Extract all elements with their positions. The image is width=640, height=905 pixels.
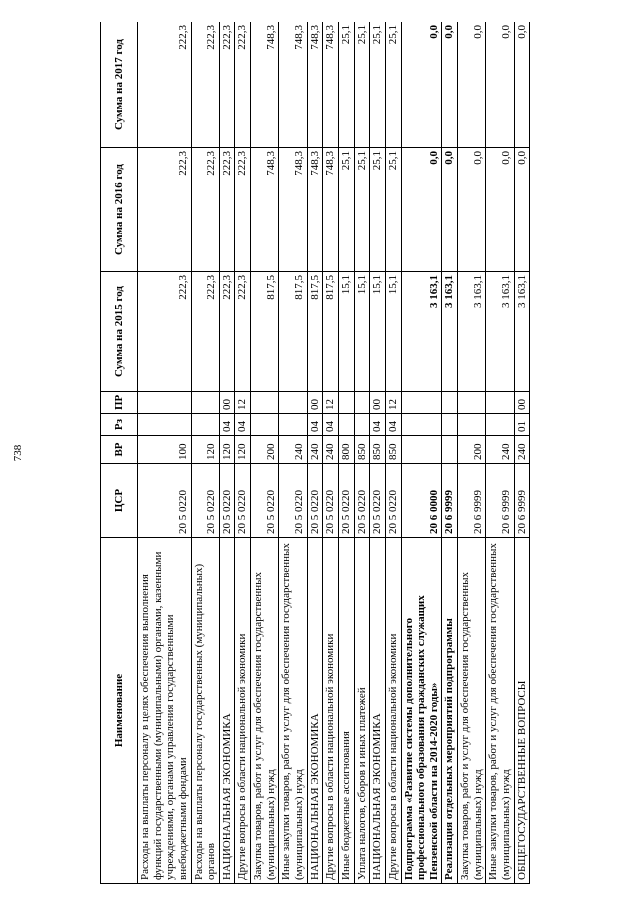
table-row <box>279 22 307 884</box>
header-2015: Сумма на 2015 год <box>101 272 138 392</box>
cell-sum-2017: 25,1 <box>370 22 386 148</box>
cell-csr: 20 6 9999 <box>458 464 486 538</box>
cell-sum-2015: 15,1 <box>354 272 370 392</box>
cell-sum-2017: 0,0 <box>442 22 458 148</box>
cell-sum-2015: 15,1 <box>385 272 401 392</box>
table-row <box>514 22 530 884</box>
cell-csr: 20 6 9999 <box>442 464 458 538</box>
rotated-table-container <box>100 22 572 884</box>
cell-csr: 20 5 0220 <box>307 464 323 538</box>
table-row <box>370 22 386 884</box>
table-row <box>338 22 354 884</box>
cell-rz: 04 <box>235 414 251 436</box>
cell-rz: 04 <box>385 414 401 436</box>
cell-rz <box>401 414 442 436</box>
table-row <box>354 22 370 884</box>
cell-rz: 04 <box>370 414 386 436</box>
cell-rz: 01 <box>514 414 530 436</box>
cell-sum-2016: 25,1 <box>338 148 354 272</box>
cell-sum-2017: 748,3 <box>279 22 307 148</box>
cell-sum-2017: 222,3 <box>235 22 251 148</box>
cell-sum-2017: 0,0 <box>458 22 486 148</box>
cell-pr <box>401 392 442 414</box>
cell-name: ОБЩЕГОСУДАРСТВЕННЫЕ ВОПРОСЫ <box>514 538 530 884</box>
cell-pr <box>458 392 486 414</box>
cell-vr: 850 <box>354 436 370 464</box>
cell-vr: 240 <box>514 436 530 464</box>
cell-sum-2016: 0,0 <box>458 148 486 272</box>
cell-sum-2015: 222,3 <box>191 272 219 392</box>
cell-name: НАЦИОНАЛЬНАЯ ЭКОНОМИКА <box>370 538 386 884</box>
cell-rz: 04 <box>219 414 235 436</box>
cell-rz <box>251 414 279 436</box>
cell-sum-2016: 748,3 <box>279 148 307 272</box>
cell-pr: 00 <box>514 392 530 414</box>
cell-pr <box>354 392 370 414</box>
table-row <box>401 22 442 884</box>
cell-csr: 20 5 0220 <box>138 464 192 538</box>
cell-pr <box>442 392 458 414</box>
cell-sum-2016: 222,3 <box>191 148 219 272</box>
cell-sum-2017: 748,3 <box>323 22 339 148</box>
cell-pr: 12 <box>235 392 251 414</box>
cell-rz <box>442 414 458 436</box>
cell-sum-2016: 25,1 <box>370 148 386 272</box>
cell-sum-2017: 0,0 <box>401 22 442 148</box>
cell-rz <box>138 414 192 436</box>
cell-rz <box>338 414 354 436</box>
cell-pr: 00 <box>370 392 386 414</box>
cell-name: Расходы на выплаты персоналу в целях обеспечения выполнения функций государственными (муниципальными) органами, казенными учреждениями, органами управления государственными внебюджетными фондами <box>138 538 192 884</box>
cell-sum-2017: 222,3 <box>219 22 235 148</box>
cell-sum-2015: 817,5 <box>251 272 279 392</box>
cell-name: Иные закупки товаров, работ и услуг для обеспечения государственных (муниципальных) нужд <box>486 538 514 884</box>
cell-name: НАЦИОНАЛЬНАЯ ЭКОНОМИКА <box>219 538 235 884</box>
cell-sum-2015: 222,3 <box>219 272 235 392</box>
table-row <box>442 22 458 884</box>
cell-name: Реализация отдельных мероприятий подпрограммы <box>442 538 458 884</box>
cell-rz: 04 <box>323 414 339 436</box>
cell-pr: 12 <box>323 392 339 414</box>
cell-vr: 800 <box>338 436 354 464</box>
cell-name: Другие вопросы в области национальной экономики <box>385 538 401 884</box>
table-header-row <box>101 22 138 884</box>
table-body <box>138 22 530 884</box>
cell-rz: 04 <box>307 414 323 436</box>
cell-sum-2016: 0,0 <box>442 148 458 272</box>
cell-sum-2016: 25,1 <box>354 148 370 272</box>
cell-sum-2015: 817,5 <box>323 272 339 392</box>
cell-sum-2017: 25,1 <box>338 22 354 148</box>
cell-vr: 200 <box>458 436 486 464</box>
cell-sum-2015: 222,3 <box>235 272 251 392</box>
cell-sum-2017: 0,0 <box>486 22 514 148</box>
cell-sum-2015: 3 163,1 <box>401 272 442 392</box>
cell-vr: 200 <box>251 436 279 464</box>
cell-name: Подпрограмма «Развитие системы дополнительного профессионального образования гражданских служащих Пензенской области на 2014-2020 годы» <box>401 538 442 884</box>
table-row <box>323 22 339 884</box>
cell-vr: 120 <box>235 436 251 464</box>
page-number-area <box>0 0 36 905</box>
cell-csr: 20 6 9999 <box>514 464 530 538</box>
cell-vr: 120 <box>219 436 235 464</box>
cell-csr: 20 6 0000 <box>401 464 442 538</box>
cell-vr: 100 <box>138 436 192 464</box>
table-row <box>307 22 323 884</box>
header-2017: Сумма на 2017 год <box>101 22 138 148</box>
header-rz: Рз <box>101 414 138 436</box>
cell-pr <box>138 392 192 414</box>
table-row <box>235 22 251 884</box>
cell-name: Иные бюджетные ассигнования <box>338 538 354 884</box>
cell-sum-2016: 222,3 <box>138 148 192 272</box>
cell-name: Другие вопросы в области национальной экономики <box>323 538 339 884</box>
cell-name: Расходы на выплаты персоналу государственных (муниципальных) органов <box>191 538 219 884</box>
cell-csr: 20 5 0220 <box>370 464 386 538</box>
cell-vr <box>442 436 458 464</box>
cell-pr: 00 <box>307 392 323 414</box>
cell-sum-2016: 25,1 <box>385 148 401 272</box>
cell-vr: 240 <box>323 436 339 464</box>
cell-sum-2015: 3 163,1 <box>442 272 458 392</box>
cell-sum-2015: 3 163,1 <box>486 272 514 392</box>
table-row <box>385 22 401 884</box>
cell-sum-2015: 15,1 <box>370 272 386 392</box>
header-pr: ПР <box>101 392 138 414</box>
cell-pr: 00 <box>219 392 235 414</box>
cell-name: Уплата налогов, сборов и иных платежей <box>354 538 370 884</box>
header-name: Наименование <box>101 538 138 884</box>
header-csr: ЦСР <box>101 464 138 538</box>
cell-csr: 20 5 0220 <box>235 464 251 538</box>
cell-vr: 850 <box>370 436 386 464</box>
cell-sum-2016: 0,0 <box>486 148 514 272</box>
cell-pr <box>251 392 279 414</box>
cell-name: Закупка товаров, работ и услуг для обеспечения государственных (муниципальных) нужд <box>458 538 486 884</box>
cell-csr: 20 6 9999 <box>486 464 514 538</box>
cell-sum-2015: 3 163,1 <box>458 272 486 392</box>
cell-pr <box>279 392 307 414</box>
cell-csr: 20 5 0220 <box>191 464 219 538</box>
cell-sum-2015: 3 163,1 <box>514 272 530 392</box>
cell-pr <box>338 392 354 414</box>
document-page <box>100 22 572 884</box>
cell-vr: 850 <box>385 436 401 464</box>
cell-sum-2016: 748,3 <box>323 148 339 272</box>
cell-sum-2016: 222,3 <box>219 148 235 272</box>
cell-vr: 240 <box>279 436 307 464</box>
cell-name: НАЦИОНАЛЬНАЯ ЭКОНОМИКА <box>307 538 323 884</box>
cell-csr: 20 5 0220 <box>385 464 401 538</box>
cell-sum-2017: 25,1 <box>354 22 370 148</box>
cell-csr: 20 5 0220 <box>219 464 235 538</box>
cell-sum-2017: 222,3 <box>191 22 219 148</box>
table-row <box>251 22 279 884</box>
cell-sum-2015: 222,3 <box>138 272 192 392</box>
cell-vr <box>401 436 442 464</box>
cell-csr: 20 5 0220 <box>323 464 339 538</box>
page-number: 738 <box>12 444 24 461</box>
cell-sum-2016: 222,3 <box>235 148 251 272</box>
cell-rz <box>354 414 370 436</box>
cell-sum-2017: 748,3 <box>307 22 323 148</box>
cell-name: Иные закупки товаров, работ и услуг для обеспечения государственных (муниципальных) нужд <box>279 538 307 884</box>
cell-name: Другие вопросы в области национальной экономики <box>235 538 251 884</box>
cell-vr: 240 <box>486 436 514 464</box>
cell-pr: 12 <box>385 392 401 414</box>
cell-sum-2016: 0,0 <box>514 148 530 272</box>
cell-vr: 240 <box>307 436 323 464</box>
cell-sum-2016: 748,3 <box>307 148 323 272</box>
cell-sum-2016: 748,3 <box>251 148 279 272</box>
cell-rz <box>191 414 219 436</box>
cell-sum-2016: 0,0 <box>401 148 442 272</box>
header-vr: ВР <box>101 436 138 464</box>
cell-sum-2017: 222,3 <box>138 22 192 148</box>
cell-rz <box>486 414 514 436</box>
table-row <box>138 22 192 884</box>
table-row <box>486 22 514 884</box>
cell-pr <box>486 392 514 414</box>
cell-sum-2017: 25,1 <box>385 22 401 148</box>
cell-csr: 20 5 0220 <box>251 464 279 538</box>
table-row <box>191 22 219 884</box>
budget-table <box>100 22 530 884</box>
cell-sum-2017: 748,3 <box>251 22 279 148</box>
cell-pr <box>191 392 219 414</box>
cell-sum-2015: 817,5 <box>279 272 307 392</box>
cell-sum-2015: 817,5 <box>307 272 323 392</box>
cell-csr: 20 5 0220 <box>354 464 370 538</box>
cell-csr: 20 5 0220 <box>338 464 354 538</box>
cell-rz <box>279 414 307 436</box>
table-row <box>458 22 486 884</box>
cell-sum-2017: 0,0 <box>514 22 530 148</box>
cell-csr: 20 5 0220 <box>279 464 307 538</box>
cell-name: Закупка товаров, работ и услуг для обеспечения государственных (муниципальных) нужд <box>251 538 279 884</box>
cell-rz <box>458 414 486 436</box>
header-2016: Сумма на 2016 год <box>101 148 138 272</box>
cell-sum-2015: 15,1 <box>338 272 354 392</box>
cell-vr: 120 <box>191 436 219 464</box>
table-row <box>219 22 235 884</box>
